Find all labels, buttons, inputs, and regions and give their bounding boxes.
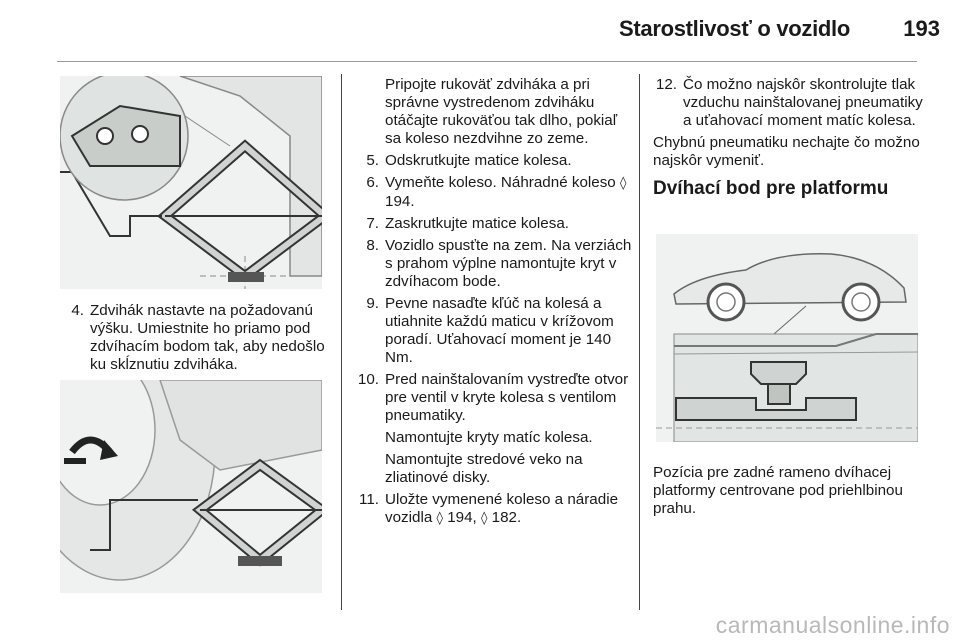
jack-closeup-illustration [60, 76, 322, 289]
sub-paragraph: Namontujte kryty matíc kolesa. [385, 429, 593, 446]
list-item: 11. Uložte vymenené koleso a náradie vozidla ◊ 194, ◊ 182. [359, 491, 619, 526]
figure-caption: Pozícia pre zadné rameno dvíhacej platformy centrovane pod priehlbinou prahu. [653, 464, 903, 517]
list-item: 10. Pred nainštalovaním vystreďte otvor pre ventil v kryte kolesa s ventilom pneumatiky. [357, 371, 629, 424]
page-reference-icon: ◊ [480, 511, 488, 526]
column-divider [341, 74, 342, 610]
header-divider [57, 61, 917, 62]
continuation-paragraph: Pripojte rukoväť zdviháka a pri správne vystredenom zdviháku otáčajte rukoväťou tak dlho, pokiaľ sa koleso nezdvihne zo zeme. [385, 76, 618, 147]
jack-raising-figure [60, 380, 322, 593]
section-heading: Dvíhací bod pre platformu [653, 178, 889, 199]
list-item: 6. Vymeňte koleso. Náhradné koleso ◊ 194. [366, 174, 627, 210]
column-right [653, 76, 923, 206]
jack-raising-illustration [60, 380, 322, 593]
page-reference-link[interactable]: 194, [447, 509, 477, 526]
jack-closeup-figure [60, 76, 322, 289]
list-item: 7. Zaskrutkujte matice kolesa. [366, 215, 570, 232]
sub-paragraph: Namontujte stredové veko na zliatinové disky. [385, 451, 583, 486]
column-middle [355, 76, 633, 532]
list-item: 12. Čo možno najskôr skontrolujte tlak vzduchu nainštalovanej pneumatiky a uťahovací moment matíc kolesa. [655, 76, 923, 129]
list-item: 4. Zdvihák nastavte na požadovanú výšku. Umiestnite ho priamo pod zdvíhacím bodom tak, aby nedošlo ku skĺznutiu zdviháka. [71, 302, 325, 373]
list-item: 9. Pevne nasaďte kľúč na kolesá a utiahnite každú maticu v krížovom poradí. Uťahovací moment je 140 Nm. [366, 295, 614, 366]
lift-point-illustration [656, 234, 918, 442]
note-paragraph: Chybnú pneumatiku nechajte čo možno najskôr vymeniť. [653, 134, 920, 169]
page-number: 193 [903, 16, 940, 41]
watermark: carmanualsonline.info [715, 612, 950, 638]
page-reference-link[interactable]: 182. [491, 509, 522, 526]
page-title: Starostlivosť o vozidlo [618, 16, 850, 41]
page-reference-icon: ◊ [620, 176, 627, 191]
caption-block [653, 464, 923, 522]
column-divider [639, 74, 640, 610]
list-item: 5. Odskrutkujte matice kolesa. [366, 152, 572, 169]
list-item: 8. Vozidlo spusťte na zem. Na verziách s prahom výplne namontujte kryt v zdvíhacom bode. [366, 237, 632, 290]
page-reference-link[interactable]: 194. [385, 193, 415, 210]
lift-point-figure [656, 234, 918, 442]
page-reference-icon: ◊ [436, 511, 443, 526]
column-left [60, 302, 330, 378]
